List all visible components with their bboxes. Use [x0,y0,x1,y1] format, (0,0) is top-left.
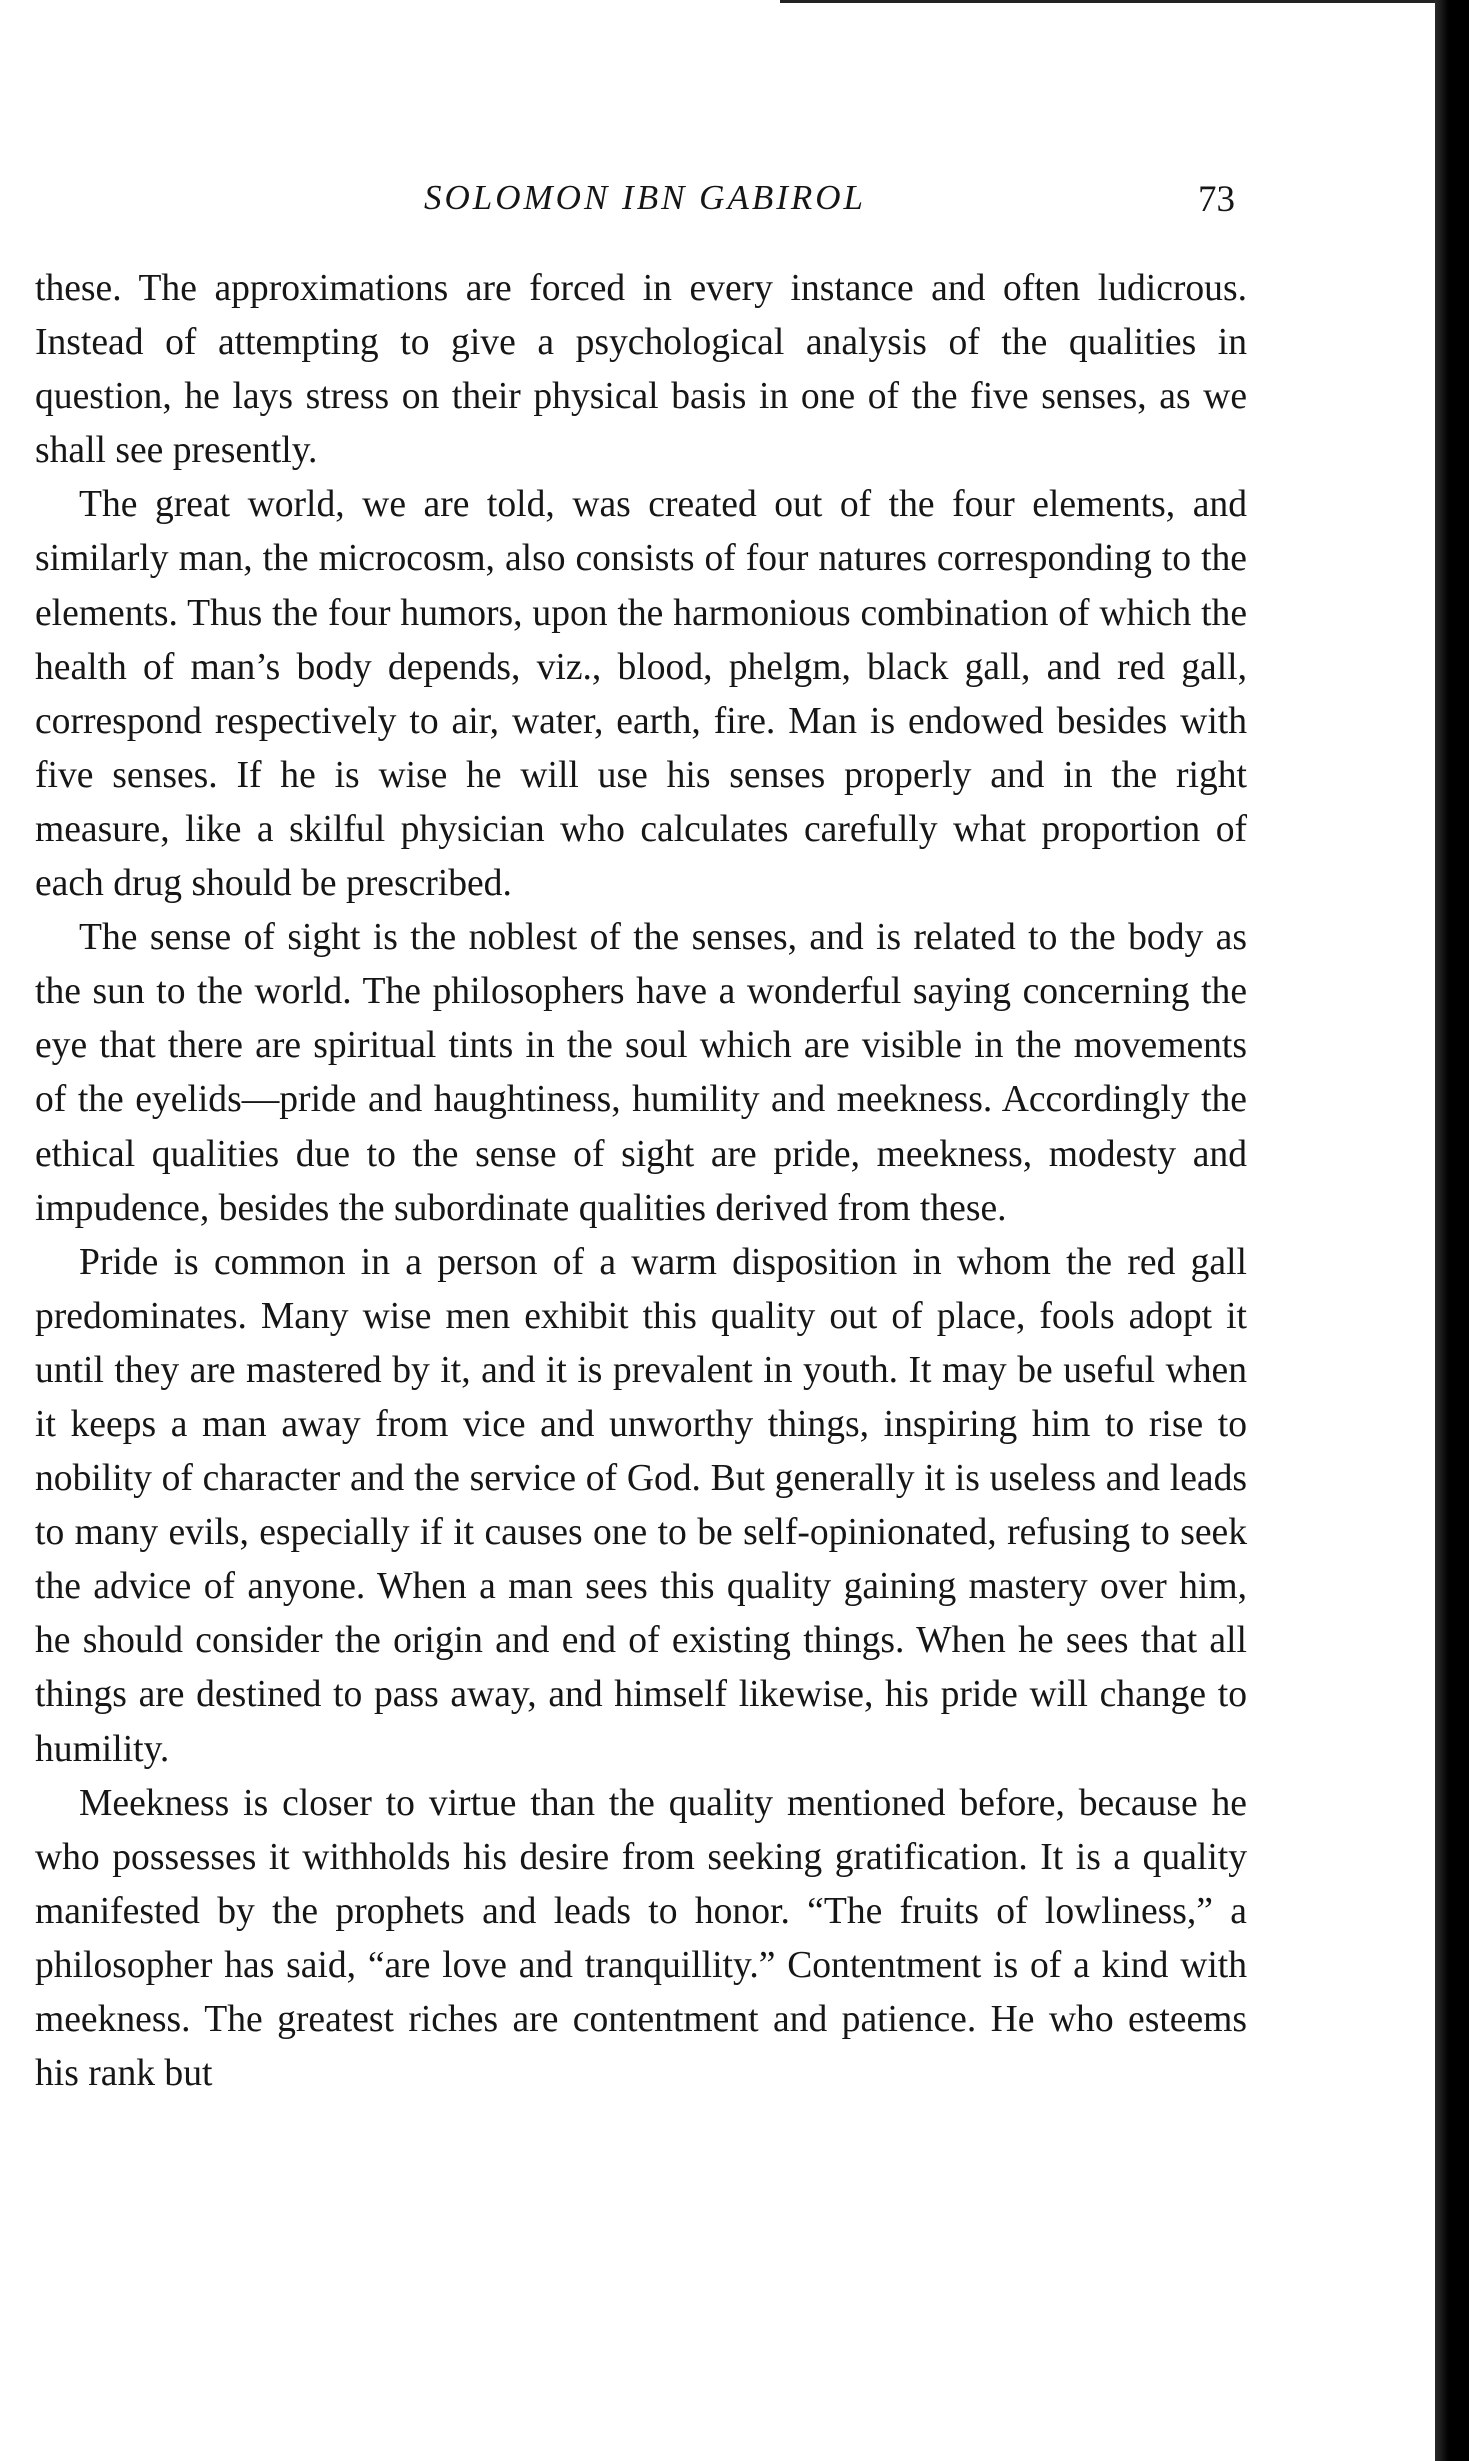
paragraph-sense-of-sight: The sense of sight is the noblest of the senses, and is related to the body as the sun to the world. The philosophers have a wonderful saying concerning the eye that there are spiritual tints in the soul which are visible in the movements of the eyelids—pride and haughtiness, humility and meekness. Accordingly the ethical qualities due to the sense of sight are pride, meekness, modesty and impudence, besides the subordinate qualities derived from these. [35,917,1247,1229]
paragraph-meekness: Meekness is closer to virtue than the quality mentioned before, because he who possesses it withholds his desire from seeking gratification. It is a quality manifested by the prophets and leads to honor. “The fruits of lowliness,” a philosopher has said, “are love and tranquillity.” Contentment is of a kind with meekness. The greatest riches are contentment and patience. He who esteems his rank but [35,1782,1247,2095]
page-top-edge [780,0,1440,3]
page-binding-edge [1435,0,1469,2461]
paragraph-continuation: these. The approximations are forced in every instance and often ludicrous. Instead of attempting to give a psychological analysis of the qualities in question, he lays stress on their physical basis in one of the five senses, as we shall see presently. [35,268,1247,472]
running-header [0,178,1469,228]
running-title: SOLOMON IBN GABIROL [424,178,866,217]
paragraph-four-elements: The great world, we are told, was created out of the four elements, and similarly man, the microcosm, also consists of four natures corresponding to the elements. Thus the four humors, upon the harmonious combination of which the health of man’s body depends, viz., blood, phelgm, black gall, and red gall, correspond respectively to air, water, earth, fire. Man is endowed besides with five senses. If he is wise he will use his senses properly and in the right measure, like a skilful physician who calculates carefully what proportion of each drug should be prescribed. [35,484,1247,905]
body-text [35,262,1247,2101]
paragraph-pride: Pride is common in a person of a warm disposition in whom the red gall predominates. Many wise men exhibit this quality out of place, fools adopt it until they are mastered by it, and it is prevalent in youth. It may be useful when it keeps a man away from vice and unworthy things, inspiring him to rise to nobility of character and the service of God. But generally it is useless and leads to many evils, especially if it causes one to be self-opinionated, refusing to seek the advice of anyone. When a man sees this quality gaining mastery over him, he should consider the origin and end of existing things. When he sees that all things are destined to pass away, and himself likewise, his pride will change to humility. [35,1241,1247,1770]
page-number: 73 [1198,179,1235,220]
